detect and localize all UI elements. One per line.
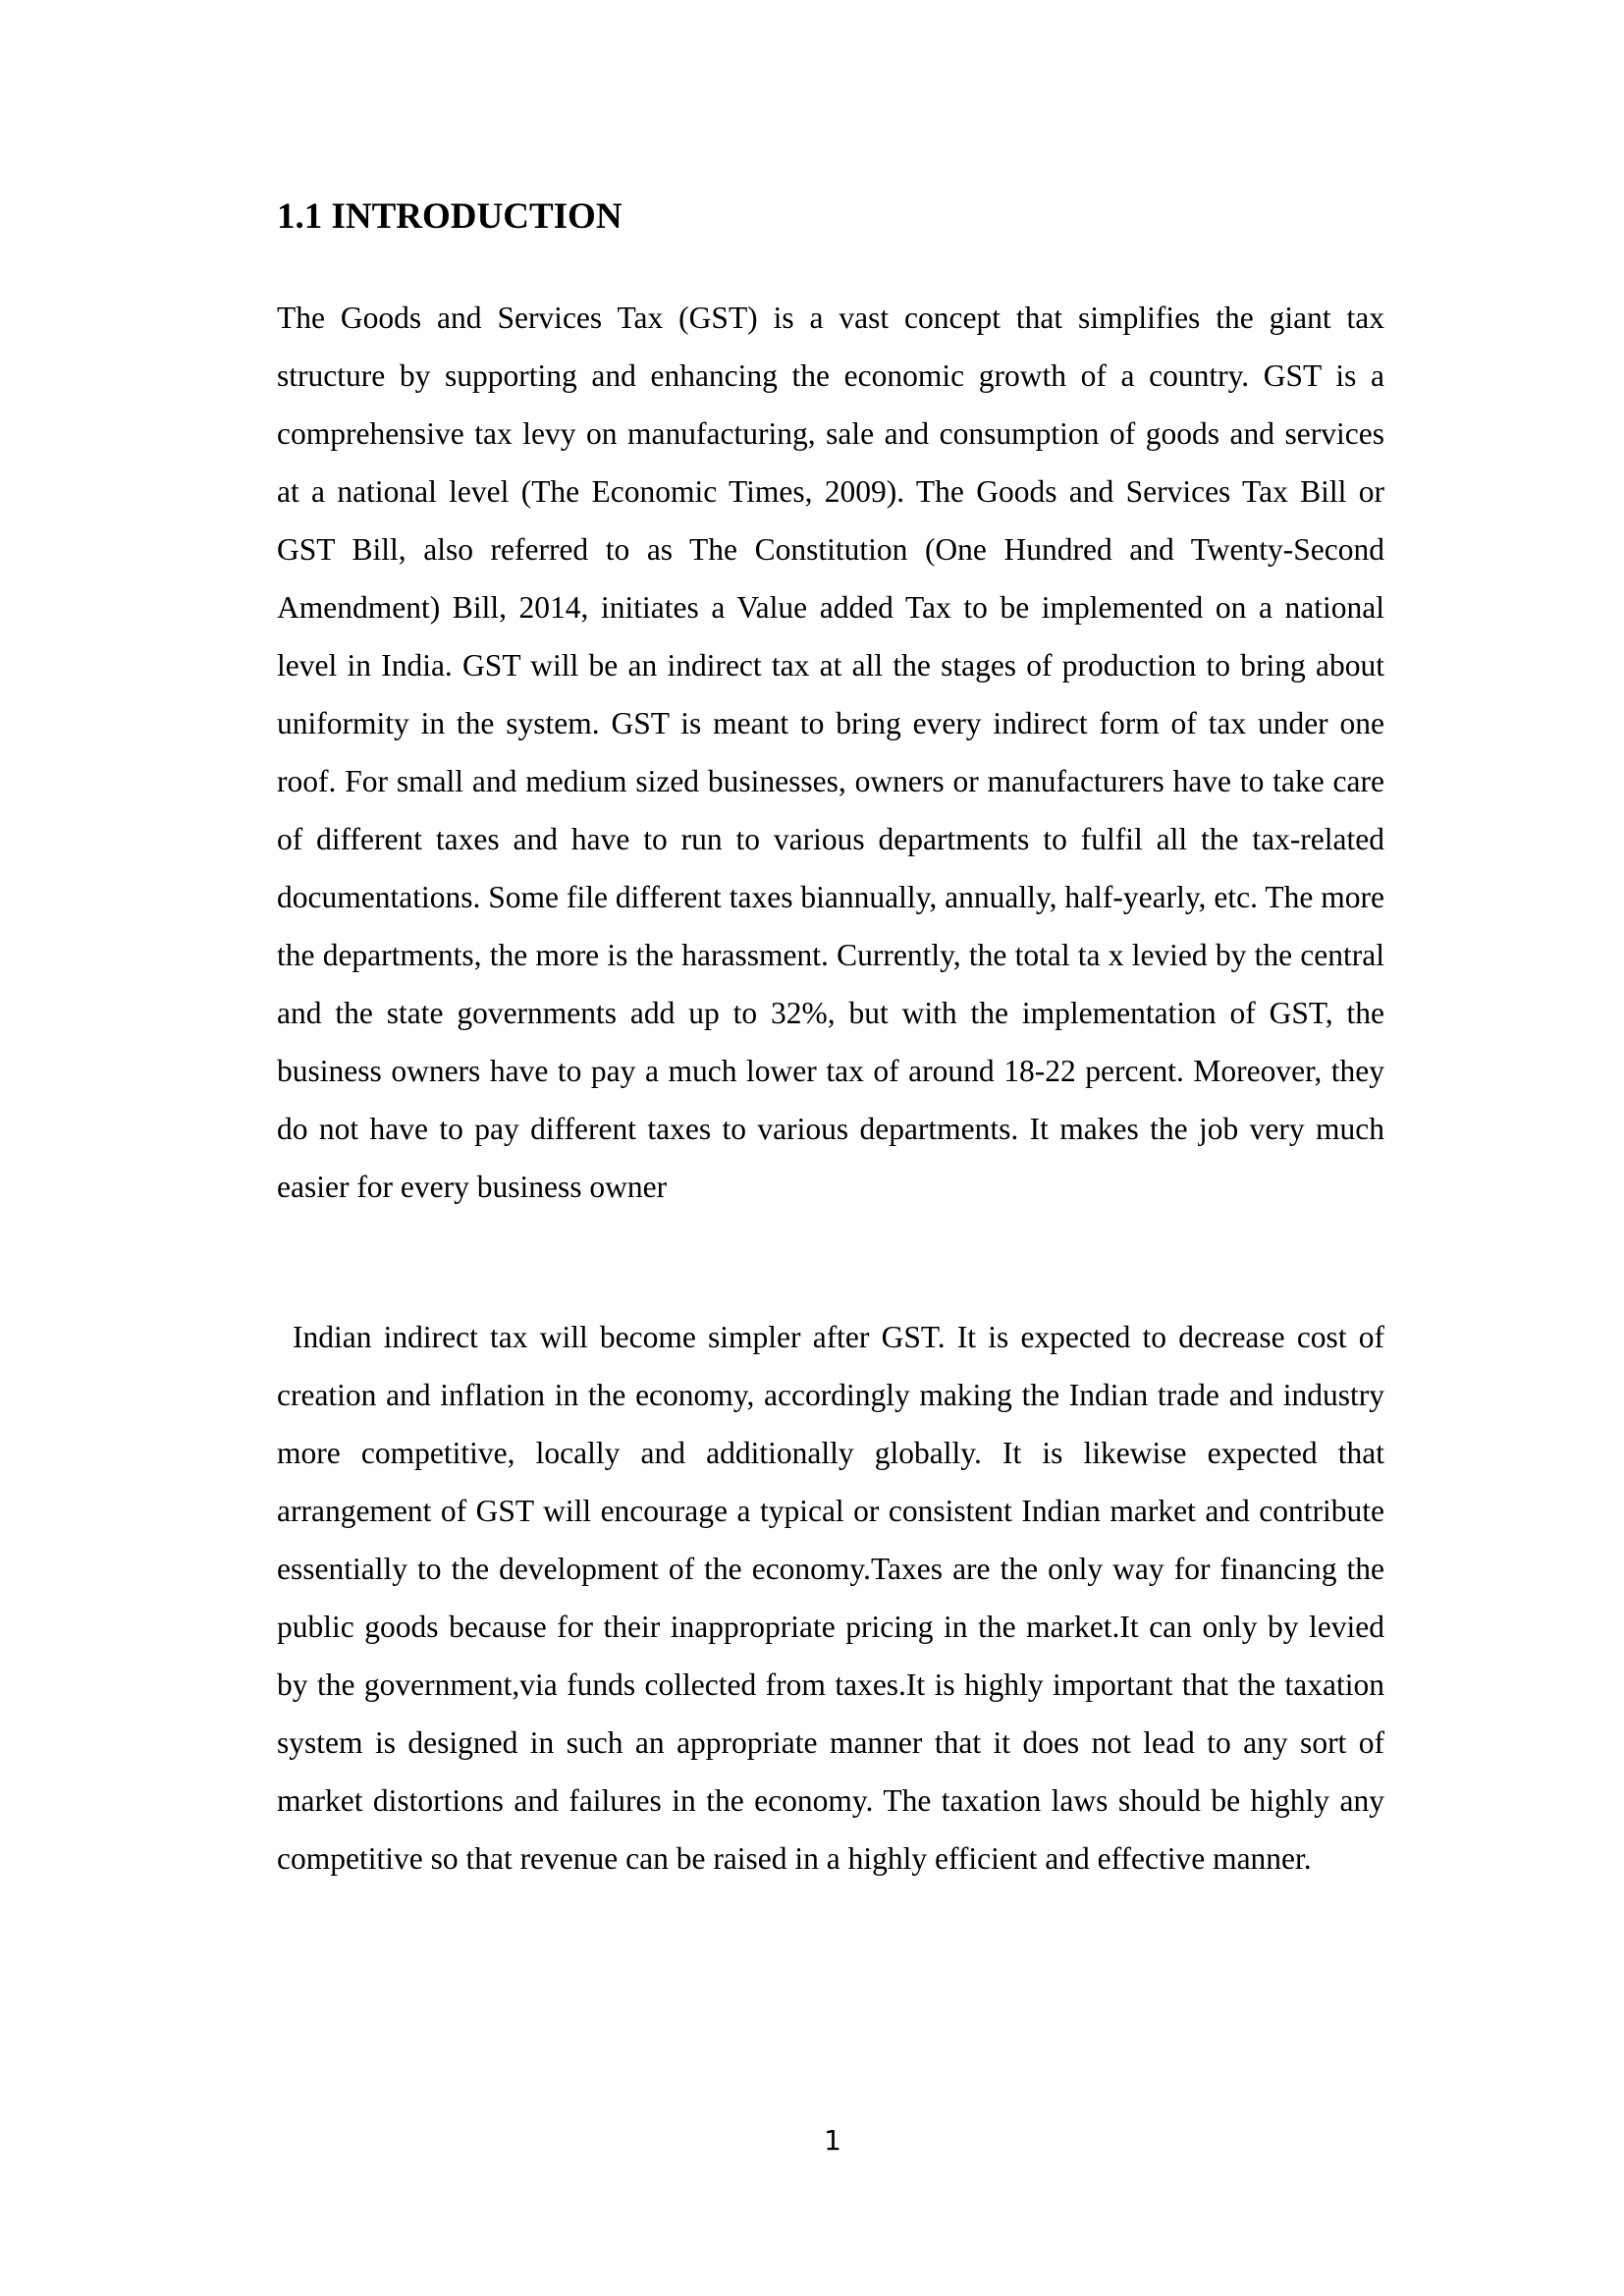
page-number: 1 (824, 2124, 841, 2157)
section-heading: 1.1 INTRODUCTION (277, 196, 623, 237)
paragraph-intro: The Goods and Services Tax (GST) is a vast concept that simplifies the giant tax structure by supporting and enhancing the economic growth of a country. GST is a comprehensive tax levy on manufacturing, sale and consumption of goods and services at a national level (The Economic Times, 2009). The Goods and Services Tax Bill or GST Bill, also referred to as The Constitution (One Hundred and Twenty-Second Amendment) Bill, 2014, initiates a Value added Tax to be implemented on a national level in India. GST will be an indirect tax at all the stages of production to bring about uniformity in the system. GST is meant to bring every indirect form of tax under one roof. For small and medium sized businesses, owners or manufacturers have to take care of different taxes and have to run to various departments to fulfil all the tax-related documentations. Some file different taxes biannually, annually, half-yearly, etc. The more the departments, the more is the harassment. Currently, the total ta x levied by the central and the state governments add up to 32%, but with the implementation of GST, the business owners have to pay a much lower tax of around 18-22 percent. Moreover, they do not have to pay different taxes to various departments. It makes the job very much easier for every business owner (277, 301, 1384, 1204)
paragraph-indirect-tax: Indian indirect tax will become simpler after GST. It is expected to decrease cost of creation and inflation in the economy, accordingly making the Indian trade and industry more competitive, locally and additionally globally. It is likewise expected that arrangement of GST will encourage a typical or consistent Indian market and contribute essentially to the development of the economy.Taxes are the only way for financing the public goods because for their inappropriate pricing in the market.It can only by levied by the government,via funds collected from taxes.It is highly important that the taxation system is designed in such an appropriate manner that it does not lead to any sort of market distortions and failures in the economy. The taxation laws should be highly any competitive so that revenue can be raised in a highly efficient and effective manner. (277, 1320, 1384, 1876)
